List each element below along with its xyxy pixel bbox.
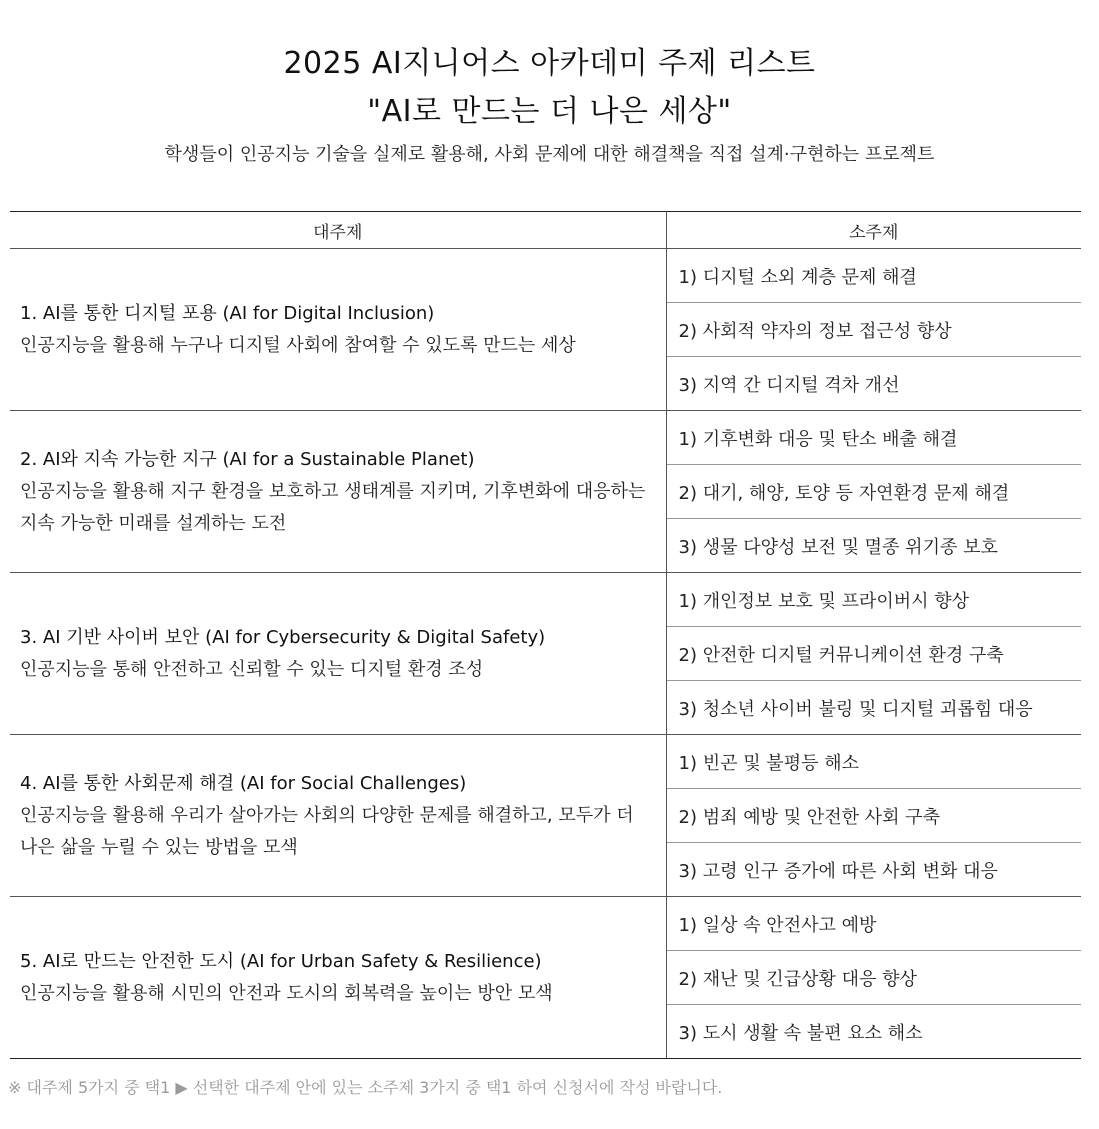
- table-row: [10, 411, 1081, 465]
- main-topic-description: 인공지능을 활용해 누구나 디지털 사회에 참여할 수 있도록 만드는 세상: [20, 334, 576, 356]
- main-topic-description: 인공지능을 통해 안전하고 신뢰할 수 있는 디지털 환경 조성: [20, 658, 484, 680]
- main-topic-cell: [10, 411, 666, 573]
- sub-topic-item: 1) 일상 속 안전사고 예방: [666, 897, 1081, 951]
- main-topic-title: 3. AI 기반 사이버 보안 (AI for Cybersecurity & Digital Safety): [20, 626, 546, 648]
- column-header-main-topic: 대주제: [10, 212, 666, 249]
- page-slogan: "AI로 만드는 더 나은 세상": [367, 94, 732, 129]
- page-title: 2025 AI지니어스 아카데미 주제 리스트: [283, 46, 816, 81]
- main-topic-cell: [10, 249, 666, 411]
- sub-topic-item: 1) 개인정보 보호 및 프라이버시 향상: [666, 573, 1081, 627]
- footnote: ※ 대주제 5가지 중 택1 ▶ 선택한 대주제 안에 있는 소주제 3가지 중 택1 하여 신청서에 작성 바랍니다.: [8, 1078, 723, 1097]
- main-topic-title: 1. AI를 통한 디지털 포용 (AI for Digital Inclusion): [20, 302, 435, 324]
- sub-topic-item: 2) 안전한 디지털 커뮤니케이션 환경 구축: [666, 627, 1081, 681]
- sub-topic-item: 2) 대기, 해양, 토양 등 자연환경 문제 해결: [666, 465, 1081, 519]
- table-row: [10, 249, 1081, 303]
- table-row: [10, 897, 1081, 951]
- topic-table: [10, 211, 1081, 1059]
- sub-topic-item: 3) 도시 생활 속 불편 요소 해소: [666, 1005, 1081, 1059]
- table-header-row: [10, 212, 1081, 249]
- sub-topic-item: 2) 범죄 예방 및 안전한 사회 구축: [666, 789, 1081, 843]
- main-topic-cell: [10, 897, 666, 1059]
- column-header-sub-topic: 소주제: [666, 212, 1081, 249]
- main-topic-title: 4. AI를 통한 사회문제 해결 (AI for Social Challenges): [20, 772, 467, 794]
- sub-topic-item: 2) 재난 및 긴급상황 대응 향상: [666, 951, 1081, 1005]
- sub-topic-item: 3) 고령 인구 증가에 따른 사회 변화 대응: [666, 843, 1081, 897]
- sub-topic-item: 1) 디지털 소외 계층 문제 해결: [666, 249, 1081, 303]
- sub-topic-item: 3) 지역 간 디지털 격차 개선: [666, 357, 1081, 411]
- main-topic-cell: [10, 735, 666, 897]
- main-topic-title: 5. AI로 만드는 안전한 도시 (AI for Urban Safety & Resilience): [20, 950, 542, 972]
- main-topic-cell: [10, 573, 666, 735]
- sub-topic-item: 1) 기후변화 대응 및 탄소 배출 해결: [666, 411, 1081, 465]
- sub-topic-item: 1) 빈곤 및 불평등 해소: [666, 735, 1081, 789]
- table-row: [10, 573, 1081, 627]
- table-row: [10, 735, 1081, 789]
- main-topic-title: 2. AI와 지속 가능한 지구 (AI for a Sustainable Planet): [20, 448, 475, 470]
- main-topic-description: 인공지능을 활용해 시민의 안전과 도시의 회복력을 높이는 방안 모색: [20, 982, 553, 1004]
- sub-topic-item: 2) 사회적 약자의 정보 접근성 향상: [666, 303, 1081, 357]
- page-subtitle: 학생들이 인공지능 기술을 실제로 활용해, 사회 문제에 대한 해결책을 직접 설계·구현하는 프로젝트: [164, 144, 935, 165]
- main-topic-description: 인공지능을 활용해 우리가 살아가는 사회의 다양한 문제를 해결하고, 모두가 더 나은 삶을 누릴 수 있는 방법을 모색: [20, 804, 634, 858]
- main-topic-description: 인공지능을 활용해 지구 환경을 보호하고 생태계를 지키며, 기후변화에 대응하는 지속 가능한 미래를 설계하는 도전: [20, 480, 646, 534]
- sub-topic-item: 3) 청소년 사이버 불링 및 디지털 괴롭힘 대응: [666, 681, 1081, 735]
- sub-topic-item: 3) 생물 다양성 보전 및 멸종 위기종 보호: [666, 519, 1081, 573]
